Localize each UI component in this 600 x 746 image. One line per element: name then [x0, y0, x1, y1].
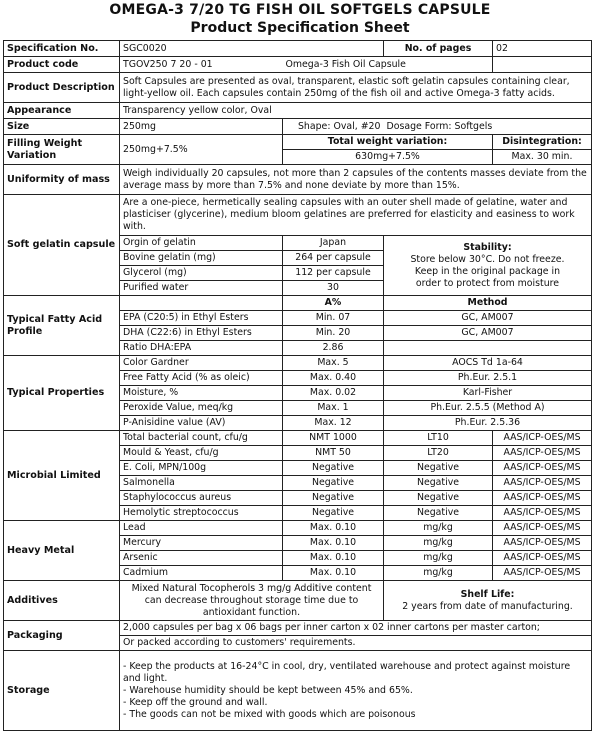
heavy-name: Cadmium	[120, 566, 283, 581]
softgel-row-name: Orgin of gelatin	[120, 236, 283, 251]
fatty-row-value: Min. 07	[283, 311, 384, 326]
microbial-unit: Negative	[384, 476, 493, 491]
heavy-name: Mercury	[120, 536, 283, 551]
total-weight-value: 630mg+7.5%	[283, 150, 493, 165]
specification-table	[3, 40, 592, 731]
property-method: Ph.Eur. 2.5.5 (Method A)	[384, 401, 592, 416]
shelf-life-text: 2 years from date of manufacturing.	[402, 600, 573, 612]
property-method: Ph.Eur. 2.5.36	[384, 416, 592, 431]
microbial-unit: Negative	[384, 491, 493, 506]
storage-line: - Warehouse humidity should be kept between 45% and 65%.	[123, 684, 413, 696]
microbial-value: Negative	[283, 461, 384, 476]
heavy-method: AAS/ICP-OES/MS	[493, 551, 592, 566]
row-product-code	[4, 57, 592, 73]
microbial-name: Salmonella	[120, 476, 283, 491]
microbial-value: Negative	[283, 491, 384, 506]
size-dosage: Dosage Form: Softgels	[384, 119, 592, 135]
microbial-unit: Negative	[384, 506, 493, 521]
properties-label: Typical Properties	[4, 356, 120, 431]
row-appearance	[4, 103, 592, 119]
microbial-unit: Negative	[384, 461, 493, 476]
disintegration-label: Disintegration:	[493, 135, 592, 150]
shelf-life-cell	[384, 581, 592, 621]
fatty-col-a: A%	[283, 296, 384, 311]
softgel-row-value: Japan	[283, 236, 384, 251]
heavy-label: Heavy Metal	[4, 521, 120, 581]
pages-value: 02	[493, 41, 592, 57]
property-value: Max. 1	[283, 401, 384, 416]
packaging-line-1: 2,000 capsules per bag x 06 bags per inner carton x 02 inner cartons per master carton;	[120, 621, 592, 636]
product-code-empty	[493, 57, 592, 73]
softgel-row-value: 264 per capsule	[283, 251, 384, 266]
softgel-row-value: 112 per capsule	[283, 266, 384, 281]
heavy-method: AAS/ICP-OES/MS	[493, 521, 592, 536]
row-softgel-text	[4, 195, 592, 236]
heavy-name: Arsenic	[120, 551, 283, 566]
microbial-name: Total bacterial count, cfu/g	[120, 431, 283, 446]
microbial-value: NMT 1000	[283, 431, 384, 446]
heavy-method: AAS/ICP-OES/MS	[493, 536, 592, 551]
packaging-label: Packaging	[4, 621, 120, 651]
heavy-unit: mg/kg	[384, 536, 493, 551]
microbial-value: Negative	[283, 476, 384, 491]
row-filling-weight-head	[4, 135, 592, 150]
spec-no-label: Specification No.	[4, 41, 120, 57]
product-code-label: Product code	[4, 57, 120, 73]
filling-weight-value: 250mg+7.5%	[120, 135, 283, 165]
property-name: Free Fatty Acid (% as oleic)	[120, 371, 283, 386]
property-method: Ph.Eur. 2.5.1	[384, 371, 592, 386]
fatty-label: Typical Fatty Acid Profile	[4, 296, 120, 356]
shelf-life-label: Shelf Life:	[460, 588, 515, 600]
heavy-value: Max. 0.10	[283, 536, 384, 551]
microbial-row	[4, 431, 592, 446]
microbial-method: AAS/ICP-OES/MS	[493, 461, 592, 476]
fatty-row-value: Min. 20	[283, 326, 384, 341]
size-value: 250mg	[120, 119, 283, 135]
storage-line: - The goods can not be mixed with goods which are poisonous	[123, 708, 416, 720]
row-description	[4, 73, 592, 103]
row-packaging-1	[4, 621, 592, 636]
stability-label: Stability:	[463, 241, 512, 253]
product-name: Omega-3 Fish Oil Capsule	[283, 57, 493, 73]
appearance-text: Transparency yellow color, Oval	[120, 103, 592, 119]
microbial-method: AAS/ICP-OES/MS	[493, 476, 592, 491]
property-name: Color Gardner	[120, 356, 283, 371]
document-title	[0, 0, 600, 37]
row-spec-no	[4, 41, 592, 57]
microbial-unit: LT10	[384, 431, 493, 446]
microbial-value: NMT 50	[283, 446, 384, 461]
heavy-name: Lead	[120, 521, 283, 536]
fatty-row-name: EPA (C20:5) in Ethyl Esters	[120, 311, 283, 326]
storage-line: - Keep off the ground and wall.	[123, 696, 268, 708]
row-storage	[4, 651, 592, 731]
title-line-1: OMEGA-3 7/20 TG FISH OIL SOFTGELS CAPSULE	[109, 2, 491, 18]
property-value: Max. 0.02	[283, 386, 384, 401]
heavy-value: Max. 0.10	[283, 521, 384, 536]
property-method: AOCS Td 1a-64	[384, 356, 592, 371]
microbial-name: Hemolytic streptococcus	[120, 506, 283, 521]
fatty-row-value: 2.86	[283, 341, 384, 356]
heavy-value: Max. 0.10	[283, 566, 384, 581]
row-size	[4, 119, 592, 135]
description-label: Product Description	[4, 73, 120, 103]
microbial-name: E. Coli, MPN/100g	[120, 461, 283, 476]
softgel-row-name: Bovine gelatin (mg)	[120, 251, 283, 266]
microbial-method: AAS/ICP-OES/MS	[493, 506, 592, 521]
description-text: Soft Capsules are presented as oval, transparent, elastic soft gelatin capsules containing clear, light-yellow oil. Each capsules contain 250mg of the fish oil and active Omega-3 fatty acids.	[120, 73, 592, 103]
fatty-head-empty	[120, 296, 283, 311]
storage-label: Storage	[4, 651, 120, 731]
microbial-method: AAS/ICP-OES/MS	[493, 446, 592, 461]
uniformity-text: Weigh individually 20 capsules, not more than 2 capsules of the contents masses deviate from the average mass by more than 7.5% and none deviate by more than 15%.	[120, 165, 592, 195]
additives-label: Additives	[4, 581, 120, 621]
property-name: Peroxide Value, meq/kg	[120, 401, 283, 416]
microbial-unit: LT20	[384, 446, 493, 461]
microbial-label: Microbial Limited	[4, 431, 120, 521]
microbial-name: Mould & Yeast, cfu/g	[120, 446, 283, 461]
heavy-value: Max. 0.10	[283, 551, 384, 566]
heavy-unit: mg/kg	[384, 551, 493, 566]
uniformity-label: Uniformity of mass	[4, 165, 120, 195]
property-name: Moisture, %	[120, 386, 283, 401]
filling-weight-label: Filling Weight Variation	[4, 135, 120, 165]
row-uniformity	[4, 165, 592, 195]
fatty-row-name: Ratio DHA:EPA	[120, 341, 283, 356]
property-value: Max. 5	[283, 356, 384, 371]
product-code-value: TGOV250 7 20 - 01	[120, 57, 283, 73]
additives-text: Mixed Natural Tocopherols 3 mg/g Additive content can decrease throughout storage time due to antioxidant function.	[120, 581, 384, 621]
property-value: Max. 0.40	[283, 371, 384, 386]
stability-text: Store below 30°C. Do not freeze. Keep in the original package in order to protect from moisture	[410, 253, 565, 289]
microbial-value: Negative	[283, 506, 384, 521]
property-row	[4, 356, 592, 371]
heavy-unit: mg/kg	[384, 521, 493, 536]
fatty-row-method: GC, AM007	[384, 311, 592, 326]
property-value: Max. 12	[283, 416, 384, 431]
fatty-col-method: Method	[384, 296, 592, 311]
stability-cell	[384, 236, 592, 296]
size-label: Size	[4, 119, 120, 135]
softgel-row-name: Glycerol (mg)	[120, 266, 283, 281]
fatty-row-method: GC, AM007	[384, 326, 592, 341]
softgel-row-value: 30	[283, 281, 384, 296]
size-shape: Shape: Oval, #20	[283, 119, 384, 135]
heavy-unit: mg/kg	[384, 566, 493, 581]
storage-text	[120, 651, 592, 731]
microbial-name: Staphylococcus aureus	[120, 491, 283, 506]
storage-line: - Keep the products at 16-24°C in cool, dry, ventilated warehouse and protect against moisture and light.	[123, 660, 571, 684]
softgel-text: Are a one-piece, hermetically sealing capsules with an outer shell made of gelatine, water and plasticiser (glycerine), medium bloom gelatines are preferred for elasticity and easiness to work with.	[120, 195, 592, 236]
property-method: Karl-Fisher	[384, 386, 592, 401]
heavy-row	[4, 521, 592, 536]
packaging-line-2: Or packed according to customers' requirements.	[120, 636, 592, 651]
pages-label: No. of pages	[384, 41, 493, 57]
property-name: P-Anisidine value (AV)	[120, 416, 283, 431]
row-additives	[4, 581, 592, 621]
softgel-label: Soft gelatin capsule	[4, 195, 120, 296]
spec-no-value: SGC0020	[120, 41, 384, 57]
appearance-label: Appearance	[4, 103, 120, 119]
microbial-method: AAS/ICP-OES/MS	[493, 491, 592, 506]
row-fatty-head	[4, 296, 592, 311]
title-line-2: Product Specification Sheet	[190, 20, 410, 36]
fatty-row-method	[384, 341, 592, 356]
heavy-method: AAS/ICP-OES/MS	[493, 566, 592, 581]
fatty-row-name: DHA (C22:6) in Ethyl Esters	[120, 326, 283, 341]
softgel-row-name: Purified water	[120, 281, 283, 296]
total-weight-label: Total weight variation:	[283, 135, 493, 150]
microbial-method: AAS/ICP-OES/MS	[493, 431, 592, 446]
disintegration-value: Max. 30 min.	[493, 150, 592, 165]
